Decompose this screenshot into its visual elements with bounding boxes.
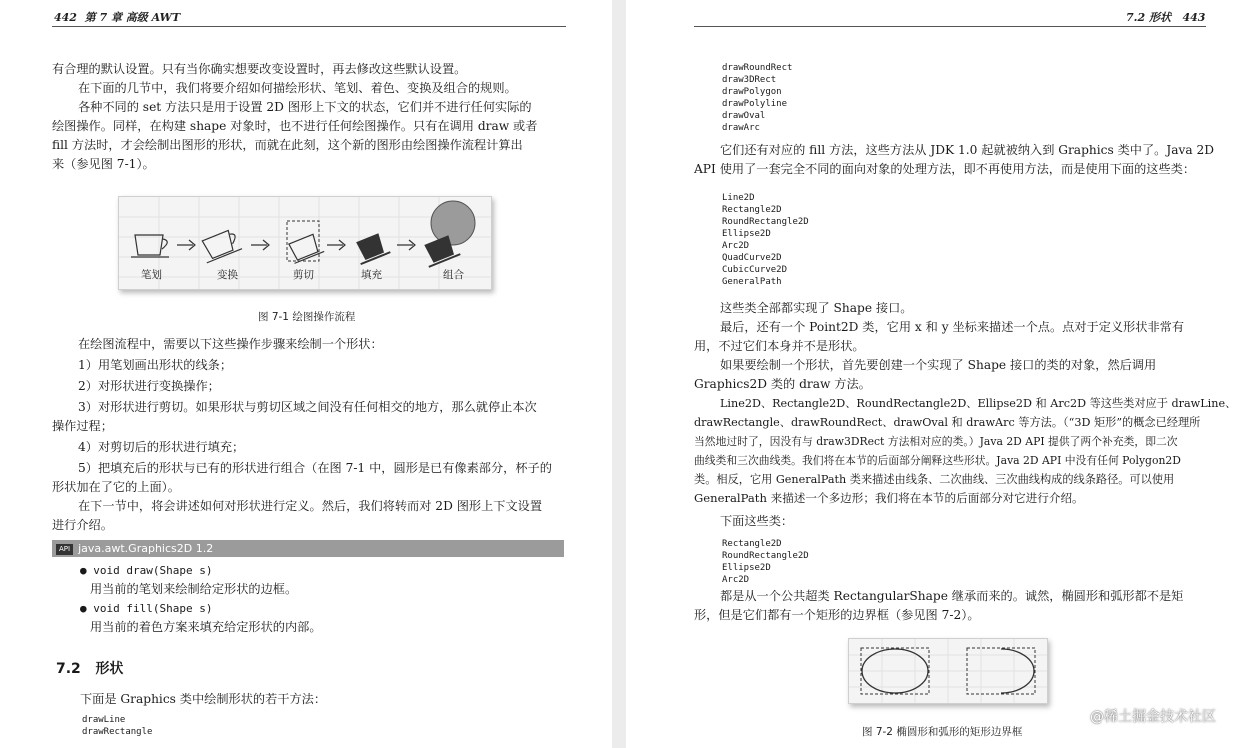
left-step-line: 1）用笔划画出形状的线条； [78, 358, 233, 372]
left-step-line: 在绘图流程中，需要以下这些操作步骤来绘制一个形状： [78, 337, 383, 351]
arrow-icon [177, 240, 195, 250]
right-para-line: Graphics2D 类的 draw 方法。 [694, 377, 871, 391]
left-step-line: 形状加在了它的上面）。 [52, 480, 180, 494]
watermark: @稀土掘金技术社区 [1090, 709, 1216, 725]
left-page [0, 0, 612, 748]
method-list-item: drawOval [722, 111, 766, 121]
figure-7-1-caption: 图 7-1 绘图操作流程 [258, 311, 356, 323]
method-list-item: drawPolygon [722, 87, 782, 97]
right-para-line: 下面这些类： [720, 514, 794, 528]
right-para-line: 它们还有对应的 fill 方法，这些方法从 JDK 1.0 起就被纳入到 Graphics 类中了。Java 2D [720, 143, 1215, 157]
class-list-item: CubicCurve2D [722, 265, 788, 275]
left-header-rule [52, 26, 566, 27]
api-method-desc: 用当前的着色方案来填充给定形状的内部。 [90, 620, 322, 634]
right-para-line: GeneralPath 来描述一个多边形；我们将在本节的后面部分对它进行介绍。 [694, 491, 1084, 505]
class-list-item: RoundRectangle2D [722, 551, 809, 561]
left-step-line: 2）对形状进行变换操作； [78, 379, 220, 393]
class-list-item: Line2D [722, 193, 755, 203]
class-list-item: Ellipse2D [722, 563, 771, 573]
right-para-line: 曲线类和三次曲线类。我们将在本节的后面部分阐释这些形状。Java 2D API 中没有任何 Polygon2D [694, 454, 1181, 467]
arrow-icon [327, 240, 345, 250]
right-header-rule [694, 26, 1206, 27]
method-list-item: drawPolyline [722, 99, 788, 109]
left-para-line: 在下面的几节中，我们将要介绍如何描绘形状、笔划、着色、变换及组合的规则。 [78, 81, 517, 95]
right-para-line: 当然地过时了，因没有与 draw3DRect 方法相对应的类。）Java 2D API 提供了两个补充类，即二次 [694, 435, 1178, 448]
left-step-line: 5）把填充后的形状与已有的形状进行组合（在图 7-1 中，圆形是已有像素部分，杯子的 [78, 461, 552, 475]
api-method-sig: ● void draw(Shape s) [80, 564, 213, 577]
composite-circle-icon [431, 201, 475, 245]
right-para-line: 这些类全部都实现了 Shape 接口。 [720, 301, 913, 315]
right-para-line: API 使用了一套完全不同的面向对象的处理方法，即不再使用方法，而是使用下面的这些类： [694, 162, 1196, 176]
right-page-number: 443 [1182, 11, 1206, 24]
right-para-line: drawRectangle、drawRoundRect、drawOval 和 drawArc 等方法。（“3D 矩形”的概念已经理所 [694, 416, 1201, 429]
right-para-line: 最后，还有一个 Point2D 类，它用 x 和 y 坐标来描述一个点。点对于定义形状非常有 [720, 320, 1185, 334]
method-list-item: drawRectangle [82, 727, 153, 737]
cup-stroke-icon [131, 235, 169, 257]
api-method-sig: ● void fill(Shape s) [80, 602, 213, 615]
left-para-line: 各种不同的 set 方法只是用于设置 2D 图形上下文的状态，它们并不进行任何实际的 [78, 100, 532, 114]
class-list-item: QuadCurve2D [722, 253, 782, 263]
left-para-line: 绘图操作。同样，在构建 shape 对象时，也不进行任何绘图操作。只有在调用 draw 或者 [52, 119, 538, 133]
left-para-line: 来（参见图 7-1）。 [52, 157, 155, 171]
step-label: 填充 [361, 269, 382, 281]
step-label: 笔划 [141, 269, 162, 281]
right-para-line: 形，但是它们都有一个矩形的边界框（参见图 7-2）。 [694, 608, 980, 622]
api-badge: API [56, 544, 73, 555]
bounding-box-diagram [849, 639, 1047, 703]
method-list-item: drawLine [82, 715, 126, 725]
step-label: 剪切 [293, 269, 314, 281]
right-para-line: 都是从一个公共超类 RectangularShape 继承而来的。诚然，椭圆形和弧形都不是矩 [720, 589, 1184, 603]
arrow-icon [397, 240, 415, 250]
right-page [626, 0, 1240, 748]
cup-transform-icon [199, 228, 242, 263]
left-page-number: 442 [54, 11, 77, 24]
left-step-line: 在下一节中，将会讲述如何对形状进行定义。然后，我们将转而对 2D 图形上下文设置 [78, 499, 543, 513]
step-label: 组合 [443, 269, 464, 281]
right-para-line: Line2D、Rectangle2D、RoundRectangle2D、Ellipse2D 和 Arc2D 等这些类对应于 drawLine、 [720, 397, 1237, 410]
class-list-item: Arc2D [722, 575, 750, 585]
section-intro: 下面是 Graphics 类中绘制形状的若干方法： [80, 692, 327, 706]
class-list-item: RoundRectangle2D [722, 217, 809, 227]
arrow-icon [251, 240, 269, 250]
right-para-line: 如果要绘制一个形状，首先要创建一个实现了 Shape 接口的类的对象，然后调用 [720, 358, 1157, 372]
class-list-item: Rectangle2D [722, 539, 782, 549]
step-label: 变换 [217, 269, 238, 281]
left-step-line: 进行介绍。 [52, 518, 113, 532]
figure-7-2-caption: 图 7-2 椭圆形和弧形的矩形边界框 [862, 726, 1023, 738]
figure-7-2 [848, 638, 1048, 704]
left-para-line: fill 方法时，才会绘制出图形的形状，而就在此刻，这个新的图形由绘图操作流程计算出 [52, 138, 523, 152]
right-para-line: 用，不过它们本身并不是形状。 [694, 339, 865, 353]
api-bar [52, 540, 564, 557]
left-step-line: 3）对形状进行剪切。如果形状与剪切区域之间没有任何相交的地方，那么就停止本次 [78, 400, 537, 414]
left-step-line: 4）对剪切后的形状进行填充； [78, 440, 245, 454]
right-section-title: 7.2 形状 [1126, 11, 1171, 24]
right-para-line: 类。相反，它用 GeneralPath 类来描述由线条、二次曲线、三次曲线构成的线条路径。可以使用 [694, 473, 1175, 486]
class-list-item: Arc2D [722, 241, 750, 251]
left-step-line: 操作过程； [52, 419, 113, 433]
method-list-item: drawArc [722, 123, 760, 133]
method-list-item: drawRoundRect [722, 63, 793, 73]
section-heading: 7.2 形状 [56, 661, 124, 677]
left-para-line: 有合理的默认设置。只有当你确实想要改变设置时，再去修改这些默认设置。 [52, 62, 467, 76]
method-list-item: draw3DRect [722, 75, 777, 85]
api-method-desc: 用当前的笔划来绘制给定形状的边框。 [90, 582, 298, 596]
api-class-title: java.awt.Graphics2D 1.2 [78, 542, 214, 555]
class-list-item: GeneralPath [722, 277, 782, 287]
book-gutter [612, 0, 626, 748]
class-list-item: Ellipse2D [722, 229, 771, 239]
right-header [1126, 9, 1205, 25]
left-chapter-title: 第 7 章 高级 AWT [84, 11, 181, 24]
figure-7-1 [118, 196, 492, 290]
class-list-item: Rectangle2D [722, 205, 782, 215]
left-header [54, 9, 180, 25]
